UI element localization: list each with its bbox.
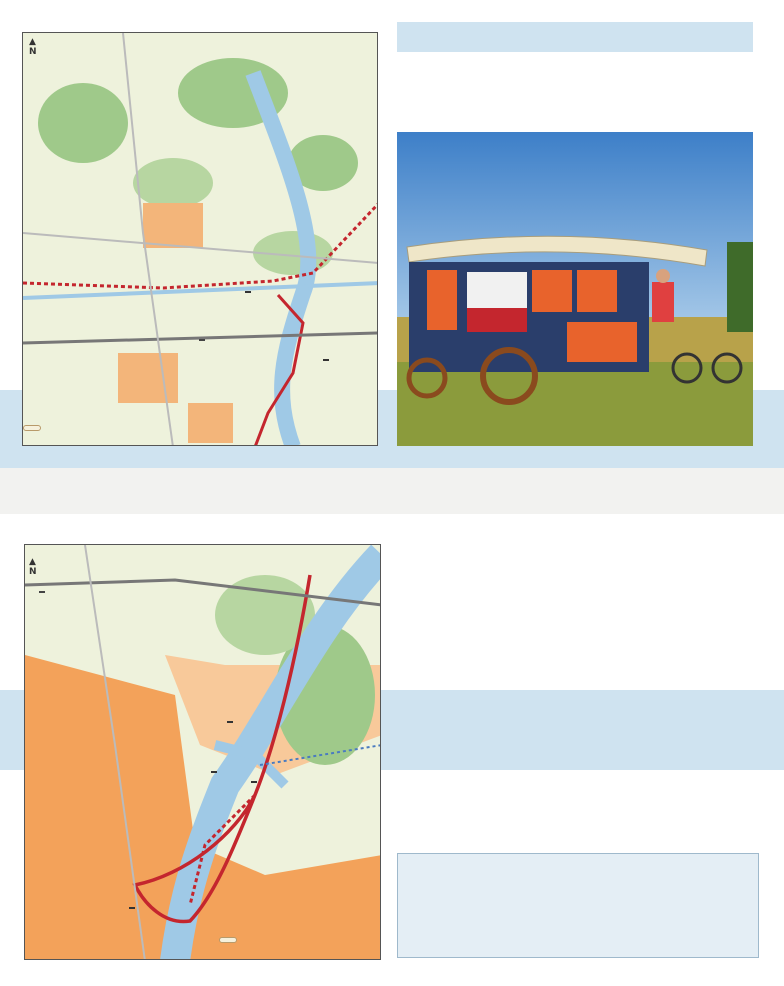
road-sign bbox=[199, 339, 205, 341]
km-tag bbox=[129, 907, 135, 909]
map-label bbox=[219, 937, 237, 943]
section-title-bar bbox=[397, 22, 753, 52]
road-sign bbox=[39, 591, 45, 593]
top-page bbox=[0, 0, 784, 468]
km-tag bbox=[251, 781, 257, 783]
km-tag bbox=[211, 771, 217, 773]
north-arrow-icon: ▲ N bbox=[29, 557, 37, 577]
photo-food-wagon bbox=[397, 132, 753, 446]
map-drawing bbox=[25, 545, 381, 960]
km-tag bbox=[227, 721, 233, 723]
route-map-11 bbox=[22, 32, 378, 446]
route-map-12 bbox=[24, 544, 381, 960]
north-arrow-icon: ▲ N bbox=[29, 37, 37, 57]
km-tag bbox=[323, 359, 329, 361]
alternative-box bbox=[397, 853, 759, 958]
bottom-page bbox=[0, 514, 784, 986]
km-tag bbox=[245, 291, 251, 293]
map-drawing bbox=[23, 33, 378, 446]
photo-drawing bbox=[397, 132, 753, 446]
map-label bbox=[23, 425, 41, 431]
